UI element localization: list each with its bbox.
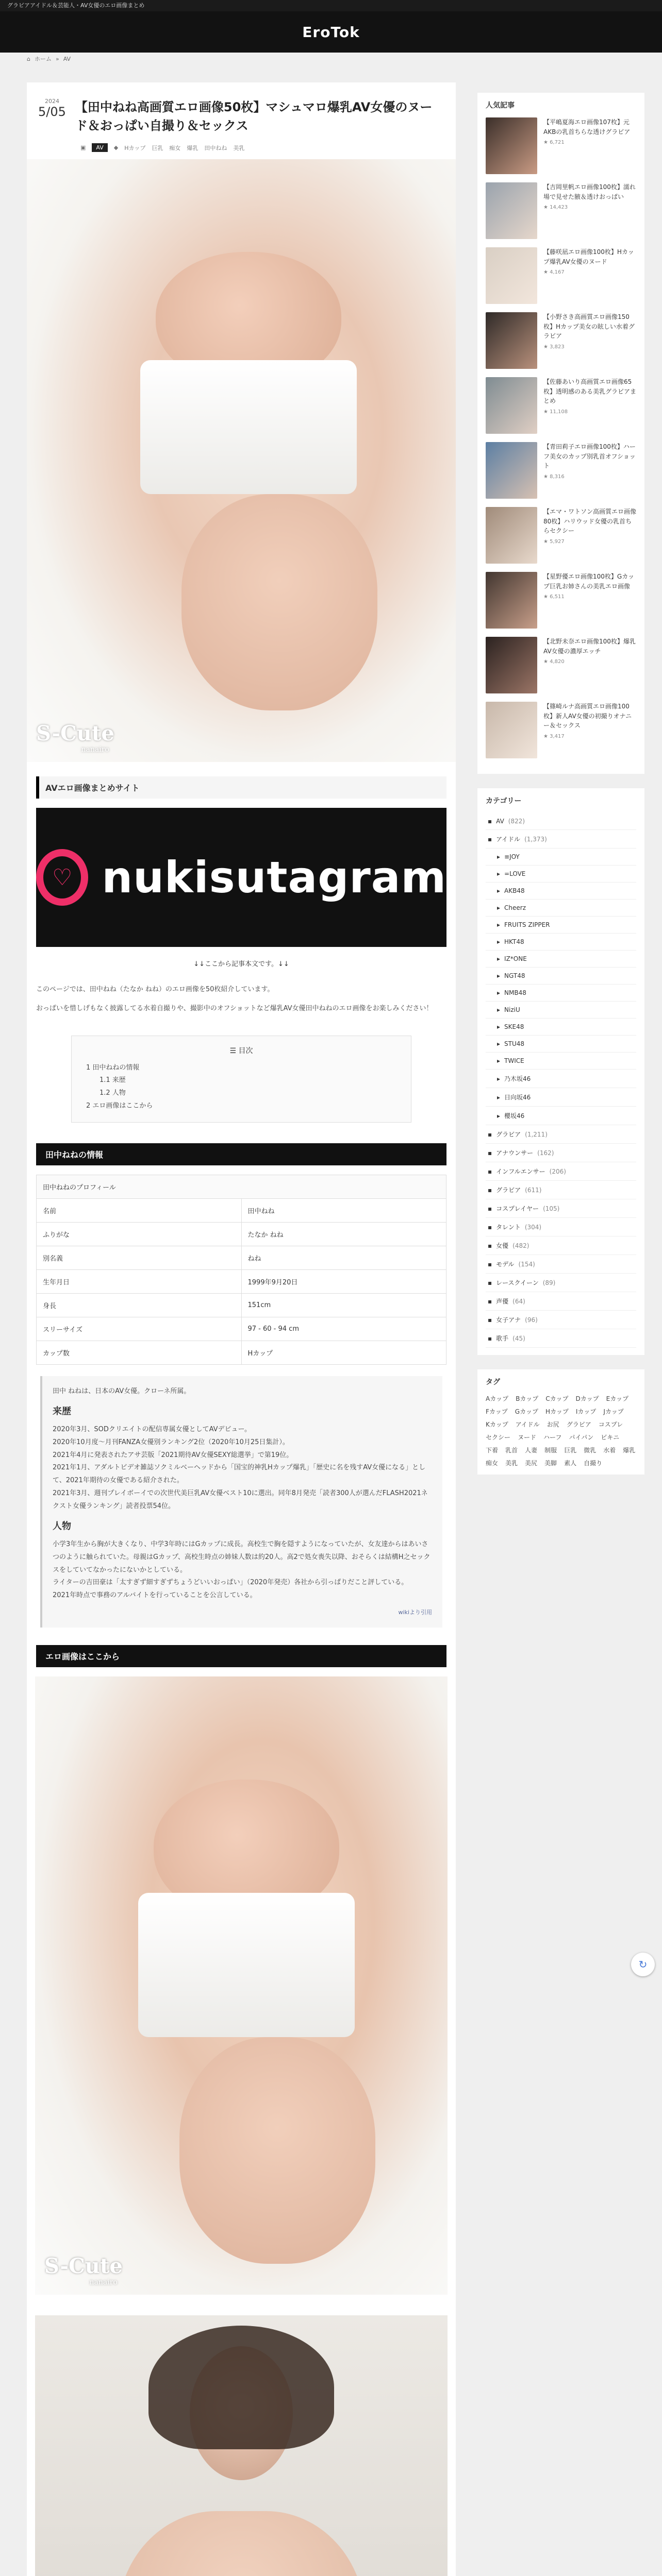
category-item[interactable] (486, 1070, 636, 1088)
category-item[interactable] (486, 1019, 636, 1036)
popular-title: 人気記事 (486, 101, 515, 110)
category-item[interactable] (486, 934, 636, 951)
post-meta (27, 140, 456, 159)
tag-link[interactable]: 水着 (603, 1447, 616, 1454)
table-of-contents (71, 1036, 411, 1123)
main-content (27, 82, 456, 2576)
table-row: 別名義 ねね (37, 1246, 446, 1269)
bio-heading-history: 来歴 (53, 1406, 71, 1417)
category-item[interactable] (486, 900, 636, 917)
category-label[interactable]: IZ*ONE (504, 955, 527, 962)
post-year: 2024 (44, 98, 59, 105)
bullet-icon: ▸ (497, 921, 501, 928)
post-tag[interactable]: Hカップ (124, 144, 146, 151)
bio-line: 2021年時点で事務のアルバイトを行っていることを公言している。 (53, 1591, 257, 1600)
category-label[interactable]: TWICE (504, 1057, 524, 1064)
tag-link[interactable]: Fカップ (486, 1408, 508, 1415)
popular-thumbnail (486, 182, 537, 239)
post-date (38, 98, 66, 135)
bullet-icon: ▸ (497, 955, 501, 962)
bullet-icon: ▪ (488, 1149, 492, 1157)
bullet-icon: ▸ (497, 870, 501, 877)
category-item[interactable] (486, 1002, 636, 1019)
category-item[interactable] (486, 1274, 636, 1292)
bullet-icon: ▪ (488, 1316, 492, 1324)
section-av-title: AVエロ画像まとめサイト (36, 776, 446, 799)
post-title: 【田中ねね高画質エロ画像50枚】マシュマロ爆乳AV女優のヌード＆おっぱい自撮り＆セックス (75, 100, 433, 133)
category-count: (154) (518, 1260, 535, 1268)
category-label[interactable]: AKB48 (504, 887, 525, 894)
table-row: 生年月日 1999年9月20日 (37, 1269, 446, 1293)
category-item[interactable] (486, 1255, 636, 1274)
category-item[interactable] (486, 883, 636, 900)
popular-item[interactable]: 【小野さき高画質エロ画像150枚】Hカップ美女の眩しい水着グラビア ★ 3,823 (486, 312, 636, 369)
bullet-icon: ▪ (488, 1279, 492, 1286)
category-item[interactable] (486, 1107, 636, 1125)
popular-thumbnail (486, 117, 537, 174)
gallery-image (35, 1676, 448, 2295)
bio-line: 2021年3月、週刊プレイボーイでの次世代美巨乳AV女優ベスト10に選出。同年8月発売「読者300人が選んだFLASH2021ネクスト女優ランキング」読者投票54位。 (53, 1489, 428, 1510)
category-label[interactable]: FRUITS ZIPPER (504, 921, 550, 928)
recaptcha-icon: ↻ (638, 1958, 648, 1971)
tag-cloud (486, 1394, 636, 1467)
category-label[interactable]: インフルエンサー (496, 1168, 545, 1175)
image-hair (148, 2326, 334, 2449)
bullet-icon: ▸ (497, 938, 501, 945)
popular-thumbnail (486, 377, 537, 434)
category-count: (1,211) (525, 1130, 548, 1138)
site-header (0, 11, 662, 53)
toc-item[interactable]: 1 田中ねねの情報 (86, 1063, 140, 1072)
bio-line: 2020年10月度～月刊FANZA女優別ランキング2位（2020年10月25日集計）。 (53, 1438, 289, 1447)
category-label[interactable]: グラビア (496, 1187, 521, 1194)
banner-text: nukisutagram (102, 852, 446, 903)
category-item[interactable] (486, 1162, 636, 1181)
watermark-big: S-Cute (36, 721, 114, 745)
popular-thumbnail (486, 637, 537, 693)
tag-link[interactable]: 下着 (486, 1447, 499, 1454)
category-item[interactable] (486, 985, 636, 1002)
category-label[interactable]: アナウンサー (496, 1149, 534, 1157)
tag-link[interactable]: 素人 (564, 1460, 577, 1467)
category-item[interactable] (486, 1292, 636, 1311)
wiki-source-link[interactable]: wikiより引用 (398, 1608, 432, 1616)
category-item[interactable] (486, 1199, 636, 1218)
popular-item[interactable]: 【エマ・ワトソン高画質エロ画像80枚】ハリウッド女優の乳首ちらセクシー ★ 5,927 (486, 507, 636, 564)
home-icon: ⌂ (27, 55, 30, 62)
category-item[interactable] (486, 1181, 636, 1199)
category-label[interactable]: コスプレイヤー (496, 1205, 539, 1212)
category-count: (304) (524, 1223, 542, 1231)
category-item[interactable] (486, 813, 636, 830)
category-count: (482) (512, 1242, 529, 1249)
watermark-small: nanairo (89, 2278, 118, 2286)
tag-link[interactable]: Iカップ (575, 1408, 597, 1415)
tag-link[interactable]: Hカップ (545, 1408, 569, 1415)
category-count: (1,373) (524, 835, 547, 843)
post-tag[interactable]: 爆乳 (187, 144, 198, 151)
category-count: (105) (543, 1205, 560, 1212)
category-label[interactable]: 日向坂46 (504, 1094, 531, 1101)
category-label[interactable]: レースクイーン (496, 1279, 539, 1286)
category-item[interactable] (486, 1125, 636, 1144)
post-header (27, 82, 456, 140)
breadcrumb-category[interactable]: AV (63, 55, 71, 62)
bullet-icon: ▸ (497, 972, 501, 979)
tag-link[interactable]: 爆乳 (623, 1447, 636, 1454)
toc-item[interactable]: 1.1 来歴 (100, 1076, 126, 1084)
bio-line: 2021年1月、アダルトビデオ雑誌ソクミルベーヘッドから「国宝的神乳Hカップ爆乳」「歴史に名を残すAV女優になる」として、2021年期待の女優である紹介された。 (53, 1464, 426, 1485)
tag-link[interactable]: アイドル (515, 1421, 540, 1428)
bullet-icon: ▪ (488, 1130, 492, 1138)
category-item[interactable] (486, 866, 636, 883)
image-cloth (140, 360, 357, 494)
tag-link[interactable]: コスプレ (598, 1421, 623, 1428)
recaptcha-badge[interactable] (631, 1953, 655, 1976)
watermark-logo (36, 721, 114, 754)
category-list (486, 813, 636, 1348)
bullet-icon: ▪ (488, 1205, 492, 1212)
tag-link[interactable]: 痴女 (486, 1460, 499, 1467)
category-item[interactable] (486, 830, 636, 849)
section-ero-title: エロ画像はここから (36, 1645, 446, 1667)
bullet-icon: ▸ (497, 1075, 501, 1082)
toc-heading: ☰ 目次 (229, 1046, 253, 1055)
tag-link[interactable]: ハーフ (543, 1434, 562, 1441)
popular-thumbnail (486, 507, 537, 564)
category-label[interactable]: SKE48 (504, 1023, 524, 1030)
category-item[interactable] (486, 1329, 636, 1348)
tag-link[interactable]: 美尻 (525, 1460, 538, 1467)
bullet-icon: ▪ (488, 1260, 492, 1268)
category-label[interactable]: AV (496, 818, 504, 825)
bullet-icon: ▸ (497, 1006, 501, 1013)
tag-link[interactable]: Jカップ (603, 1408, 624, 1415)
bullet-icon: ▪ (488, 818, 492, 825)
image-cloth (138, 1893, 355, 2037)
category-label[interactable]: アイドル (496, 836, 521, 843)
category-label[interactable]: グラビア (496, 1131, 521, 1138)
table-row: カップ数 Hカップ (37, 1341, 446, 1364)
category-widget (477, 788, 644, 1355)
category-item[interactable] (486, 951, 636, 968)
bio-line: 小学3年生から胸が大きくなり、中学3年時にはGカップに成長。高校生で胸を隠すようになっていたが、女友達からはあいさつのように触られていた。母親はGカップ、高校生時点の姉妹人数は約20人。高2で処女喪失以降、おそらくは結構H之セックスをしていてなかったにないかとしている。 (53, 1540, 431, 1574)
bullet-icon: ▸ (497, 1057, 501, 1064)
tag-link[interactable]: 制服 (544, 1447, 557, 1454)
tag-link[interactable]: 人妻 (525, 1447, 538, 1454)
bio-line: ライターの吉田豪は「太すぎず細すぎずちょうどいいおっぱい」（2020年発売）各社から引っぱりだこと評している。 (53, 1579, 408, 1587)
category-item[interactable] (486, 1036, 636, 1053)
tag-link[interactable]: 美乳 (505, 1460, 518, 1467)
tag-link[interactable]: Gカップ (515, 1408, 538, 1415)
tag-link[interactable]: ヌード (518, 1434, 537, 1441)
category-count: (64) (512, 1297, 525, 1305)
watermark-big: S-Cute (44, 2253, 123, 2278)
category-count: (96) (525, 1316, 538, 1324)
bullet-icon: ▸ (497, 887, 501, 894)
table-row: 名前 田中ねね (37, 1198, 446, 1222)
tag-link[interactable]: Cカップ (545, 1395, 569, 1402)
nukisutagram-banner[interactable] (36, 808, 446, 947)
read-more-notice: ↓↓ここから記事本文です。↓↓ (193, 960, 289, 968)
category-label[interactable]: NMB48 (504, 989, 526, 996)
table-row: ふりがな たなか ねね (37, 1222, 446, 1246)
bullet-icon: ▸ (497, 989, 501, 996)
breadcrumb-home[interactable]: ホーム (34, 56, 52, 62)
category-label[interactable]: HKT48 (504, 938, 524, 945)
category-label[interactable]: =LOVE (504, 870, 526, 877)
tag-link[interactable]: Bカップ (516, 1395, 539, 1402)
profile-table (36, 1175, 446, 1365)
tag-link[interactable]: 美脚 (544, 1460, 557, 1467)
popular-item[interactable]: 【篠崎ルナ高画質エロ画像100枚】新人AV女優の初撮りオナニー＆セックス ★ 3,417 (486, 702, 636, 758)
popular-item[interactable]: 【佐藤あいり高画質エロ画像65枚】透明感のある美乳グラビアまとめ ★ 11,108 (486, 377, 636, 434)
intro-paragraph: このページでは、田中ねね（たなか ねね）のエロ画像を50枚紹介しています。 (36, 986, 274, 993)
table-row: 身長 151cm (37, 1293, 446, 1317)
category-count: (162) (537, 1149, 554, 1157)
tag-link[interactable]: 自撮り (584, 1460, 603, 1467)
heart-icon: ♡ (36, 849, 88, 906)
top-bar (0, 0, 662, 11)
category-count: (611) (525, 1186, 542, 1194)
bullet-icon: ▸ (497, 904, 501, 911)
gallery-image (35, 2315, 448, 2576)
category-label[interactable]: 女子アナ (496, 1316, 521, 1324)
featured-image (27, 159, 456, 762)
image-legs (179, 2037, 375, 2264)
toc-item[interactable]: 1.2 人物 (100, 1089, 126, 1097)
watermark-logo (44, 2254, 123, 2286)
bullet-icon: ▪ (488, 1297, 492, 1305)
category-item[interactable] (486, 917, 636, 934)
tag-link[interactable]: Dカップ (575, 1395, 599, 1402)
popular-thumbnail (486, 442, 537, 499)
tag-link[interactable]: Eカップ (606, 1395, 629, 1402)
breadcrumb (27, 55, 71, 63)
tag-link[interactable]: ビキニ (601, 1434, 620, 1441)
bio-quote (40, 1376, 442, 1628)
bullet-icon: ▪ (488, 1334, 492, 1342)
profile-caption: 田中ねねのプロフィール (37, 1175, 446, 1198)
popular-item[interactable]: 【吉岡里帆エロ画像100枚】濡れ場で見せた腋＆透けおっぱい ★ 14,423 (486, 182, 636, 239)
top-bar-text: グラビアアイドル＆芸能人・AV女優のエロ画像まとめ (7, 2, 145, 9)
popular-thumbnail (486, 312, 537, 369)
bullet-icon: ▸ (497, 1112, 501, 1120)
image-legs (181, 494, 377, 710)
popular-item[interactable]: 【藤咲凪エロ画像100枚】Hカップ爆乳AV女優のヌード ★ 4,167 (486, 247, 636, 304)
category-label[interactable]: 女優 (496, 1242, 509, 1249)
category-item[interactable] (486, 1311, 636, 1329)
tag-link[interactable]: Aカップ (486, 1395, 509, 1402)
category-label[interactable]: 櫻坂46 (504, 1112, 525, 1120)
category-title: カテゴリー (486, 797, 522, 805)
post-tag[interactable]: 田中ねね (204, 144, 227, 151)
table-row: スリーサイズ 97 - 60 - 94 cm (37, 1317, 446, 1341)
post-tag[interactable]: 痴女 (169, 144, 181, 151)
popular-item[interactable]: 【星野優エロ画像100枚】Gカップ巨乳お姉さんの美乳エロ画像 ★ 6,511 (486, 572, 636, 629)
bio-line: 2021年4月に発表されたアサ芸版「2021期待AV女優SEXY総選挙」で第19位。 (53, 1451, 293, 1459)
bio-lead: 田中 ねねは、日本のAV女優。クローネ所属。 (53, 1387, 191, 1395)
category-label[interactable]: 乃木坂46 (504, 1075, 531, 1082)
category-item[interactable] (486, 1053, 636, 1070)
category-item[interactable] (486, 1144, 636, 1162)
bio-line: 2020年3月、SODクリエイトの配信専属女優としてAVデビュー。 (53, 1426, 252, 1434)
category-label[interactable]: 歌手 (496, 1335, 509, 1342)
tag-title: タグ (486, 1378, 500, 1386)
bio-heading-person: 人物 (53, 1521, 71, 1532)
bullet-icon: ▪ (488, 1223, 492, 1231)
watermark-small: nanairo (81, 745, 109, 754)
category-label[interactable]: 声優 (496, 1298, 509, 1305)
post-month-day: 5/05 (38, 105, 66, 119)
post-tag[interactable]: 巨乳 (152, 144, 163, 151)
bullet-icon: ▪ (488, 835, 492, 843)
category-item[interactable] (486, 849, 636, 866)
category-count: (45) (512, 1334, 525, 1342)
image-body (118, 2511, 365, 2576)
bullet-icon: ▸ (497, 1040, 501, 1047)
popular-thumbnail (486, 702, 537, 758)
bullet-icon: ▪ (488, 1186, 492, 1194)
popular-thumbnail (486, 247, 537, 304)
post-category[interactable]: AV (92, 143, 107, 152)
bullet-icon: ▸ (497, 853, 501, 860)
category-count: (206) (549, 1167, 566, 1175)
category-label[interactable]: ≡JOY (504, 853, 520, 860)
sidebar (477, 93, 644, 1489)
bullet-icon: ▪ (488, 1242, 492, 1249)
category-label[interactable]: NiziU (504, 1006, 520, 1013)
tag-icon: ◆ (113, 144, 119, 151)
site-logo[interactable]: EroTok (302, 23, 360, 41)
category-count: (822) (508, 818, 525, 825)
breadcrumb-separator: » (55, 55, 59, 62)
tag-link[interactable]: 巨乳 (564, 1447, 577, 1454)
tag-link[interactable]: セクシー (486, 1434, 511, 1441)
bullet-icon: ▪ (488, 1167, 492, 1175)
tag-link[interactable]: グラビア (566, 1421, 591, 1428)
category-label[interactable]: モデル (496, 1261, 515, 1268)
bullet-icon: ▸ (497, 1023, 501, 1030)
post-tag[interactable]: 美乳 (233, 144, 245, 151)
tag-widget (477, 1369, 644, 1475)
popular-item[interactable]: 【平嶋夏海エロ画像107枚】元AKBの乳首ちらな透けグラビア ★ 6,721 (486, 117, 636, 174)
category-label[interactable]: Cheerz (504, 904, 526, 911)
popular-item[interactable]: 【青田莉子エロ画像100枚】ハーフ美女のカップ別乳首オフショット ★ 8,316 (486, 442, 636, 499)
tag-link[interactable]: お尻 (547, 1421, 559, 1428)
popular-item[interactable]: 【北野未奈エロ画像100枚】爆乳AV女優の濃厚エッチ ★ 4,820 (486, 637, 636, 693)
popular-thumbnail (486, 572, 537, 629)
bullet-icon: ▸ (497, 1093, 501, 1101)
category-item[interactable] (486, 1218, 636, 1236)
category-count: (89) (542, 1279, 556, 1286)
tag-link[interactable]: パイパン (569, 1434, 594, 1441)
category-item[interactable] (486, 1088, 636, 1107)
category-item[interactable] (486, 968, 636, 985)
tag-link[interactable]: 乳首 (505, 1447, 518, 1454)
category-label[interactable]: NGT48 (504, 972, 525, 979)
tag-link[interactable]: 微乳 (584, 1447, 597, 1454)
category-label[interactable]: タレント (496, 1224, 521, 1231)
tag-link[interactable]: Kカップ (486, 1421, 508, 1428)
folder-icon: ▣ (80, 144, 86, 151)
toc-item[interactable]: 2 エロ画像はここから (86, 1101, 153, 1110)
intro-paragraph: おっぱいを惜しげもなく披露してる水着自撮りや、撮影中のオフショットなど爆乳AV女優田中ねねのエロ画像をお楽しみください！ (36, 1005, 433, 1013)
section-info-title: 田中ねねの情報 (36, 1143, 446, 1165)
category-item[interactable] (486, 1236, 636, 1255)
category-label[interactable]: STU48 (504, 1040, 525, 1047)
popular-posts (477, 93, 644, 774)
